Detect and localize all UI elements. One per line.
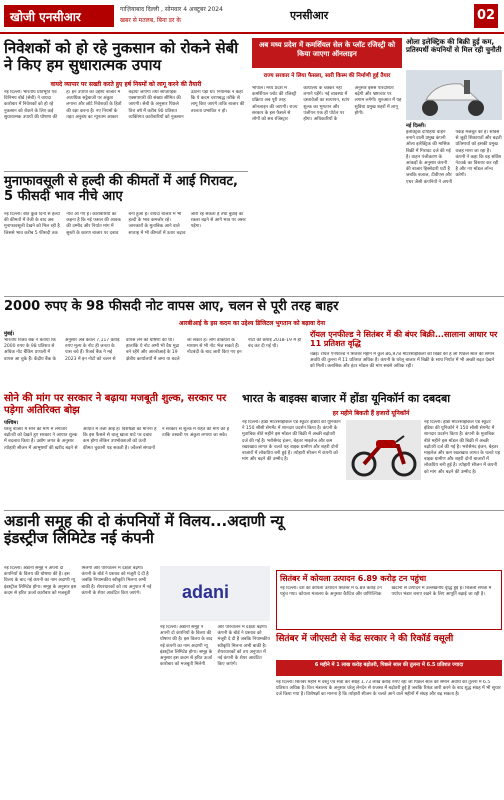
story6-headline: अडानी समूह की दो कंपनियों में विलय...अदाणी न्यू इंडस्ट्रीज लिमिटेड नई कंपनी xyxy=(4,512,284,548)
divider xyxy=(4,171,248,172)
edition-tagline: खबर से मतलब, बिना डर के xyxy=(120,17,181,24)
story8-headline: ओला इलेक्ट्रिक की बिक्री हुई कम, प्रतिस्पर्धी कंपनियों से मिल रही चुनौती xyxy=(406,38,502,55)
masthead xyxy=(0,0,504,34)
story7-body: भोपाल। मध्य प्रदेश में कमर्शियल प्लॉट की रजिस्ट्री प्रक्रिया अब पूरी तरह ऑनलाइन की जाएगी। राज्य सरकार के इस फैसले से लोगों को सब रजिस्ट्रार कार्यालय के चक्कर नहीं लगाने पड़ेंगे। नई व्यवस्था में दस्तावेजों का सत्यापन, स्टांप शुल्क का भुगतान और पंजीयन एक ही पोर्टल पर होगा। अधिकारियों के अनुसार इससे पारदर्शिता बढ़ेगी और भ्रष्टाचार पर लगाम लगेगी। शुरुआत में यह सुविधा प्रमुख शहरों में लागू होगी। xyxy=(252,86,402,123)
scooter-photo xyxy=(406,70,502,120)
story8-body: इलेक्ट्रिक दोपहिया वाहन बनाने वाली प्रमुख कंपनी ओला इलेक्ट्रिक की मासिक बिक्री में गिरावट दर्ज की गई है। वाहन पंजीकरण के आंकड़ों के अनुसार कंपनी की बाजार हिस्सेदारी घटी है जबकि बजाज, टीवीएस और एथर जैसी कंपनियों ने अपनी पकड़ मजबूत की है। सर्विस से जुड़ी शिकायतों और बढ़ती प्रतिस्पर्धा को इसकी प्रमुख वजह माना जा रहा है। कंपनी ने कहा कि वह सर्विस नेटवर्क का विस्तार कर रही है और नए मॉडल लॉन्च करेगी। xyxy=(406,130,502,185)
story4-dateline: पश्चिम। xyxy=(4,420,19,426)
divider xyxy=(4,510,504,511)
story3-headline: 2000 रुपए के 98 फीसदी नोट वापस आए, चलन से पूरी तरह बाहर xyxy=(4,299,339,314)
story11-headline: सितंबर में कोयला उत्पादन 6.89 करोड़ टन पहुंचा xyxy=(280,574,427,583)
edition-date: गाज़ियाबाद दिल्ली , सोमवार 4 अक्टूबर 2024 xyxy=(120,6,223,13)
story8-dateline: नई दिल्ली। xyxy=(406,123,426,129)
story2-body: नई दिल्ली। बीते कुछ दिनों से हल्दी की कीमतों में तेजी के बाद अब मुनाफावसूली देखने को मिल रही है जिससे भाव करीब 5 फीसदी तक नीचे आ गए हैं। कारोबारियों का कहना है कि नई फसल की आवक की उम्मीद और निर्यात मांग में सुस्ती के कारण बाजार पर दबाव बना हुआ है। वायदा बाजार में भी हल्दी के भाव कमजोर रहे। जानकारों के मुताबिक आने वाले सप्ताह में भी कीमतों में उतार चढ़ाव जारी रह सकता है तथा बुवाई का रकबा बढ़ने से आगे भाव पर असर पड़ेगा। xyxy=(4,212,246,236)
story6-body: नई दिल्ली। अडानी समूह ने अपनी दो कंपनियों के विलय की घोषणा की है। इस विलय के बाद नई कंपनी का नाम अदाणी न्यू इंडस्ट्रीज लिमिटेड होगा। समूह के अनुसार इस कदम से हरित ऊर्जा कारोबार को मजबूती मिलेगी और परिचालन में दक्षता बढ़ेगी। कंपनी के बोर्ड ने प्रस्ताव को मंजूरी दे दी है जबकि नियामकीय स्वीकृति मिलना अभी बाकी है। शेयरधारकों को तय अनुपात में नई कंपनी के शेयर आवंटित किए जाएंगे। xyxy=(4,566,152,596)
story2-headline: मुनाफावसूली से हल्दी की कीमतों में आई गिरावट, 5 फीसदी भाव नीचे आए xyxy=(4,174,238,204)
page-number: 02 xyxy=(474,4,498,28)
story3-body: भारतीय रिजर्व बैंक ने बताया कि 2000 रुपए के 98 प्रतिशत से अधिक नोट बैंकिंग प्रणाली में वापस आ चुके हैं। केंद्रीय बैंक के अनुसार अब केवल 7,117 करोड़ रुपए मूल्य के नोट ही जनता के पास बचे हैं। रिजर्व बैंक ने मई 2023 में इन नोटों को चलन से वापस लेने की घोषणा की थी। हालांकि ये नोट अभी भी वैध मुद्रा बने रहेंगे और आरबीआई के 19 क्षेत्रीय कार्यालयों में जमा या बदले जा सकते हैं। लोग डाकघरों के माध्यम से भी नोट भेज सकते हैं। नोटबंदी के बाद जारी किए गए इन नोटों की छपाई 2018-19 में ही बंद कर दी गई थी। xyxy=(4,338,302,362)
story9-body: चेन्नई। रॉयल एनफील्ड ने सितंबर महीने में कुल 86,978 मोटरसाइकिलों की बिक्री की है जो पिछले साल की समान अवधि की तुलना में 11 प्रतिशत अधिक है। कंपनी के घरेलू बाजार में बिक्री के साथ निर्यात में भी अच्छी बढ़त देखने को मिली। क्लासिक और हंटर मॉडल की मांग सबसे अधिक रही। xyxy=(310,352,495,370)
story9-headline: रॉयल एनफील्ड ने सितंबर में की बंपर बिक्री...सालाना आधार पर 11 प्रतिशत वृद्धि xyxy=(310,330,498,349)
story4-headline: सोने की मांग पर सरकार ने बढ़ाया मजबूती शुल्क, सरकार पर पड़ेगा अतिरिक्त बोझ xyxy=(4,393,227,416)
edition-info xyxy=(120,5,300,24)
story12-headline: सितंबर में जीएसटी से केंद्र सरकार ने की रिकॉर्ड वसूली xyxy=(276,634,454,644)
story12-subhead: 6 महीने में 1 लाख करोड़ बढ़ोतरी, पिछले साल की तुलना में 6.5 प्रतिशत ज्यादा xyxy=(276,660,502,676)
story1-subhead: वायदे व्यापार पर सख्ती करते हुए हर्ष नियमों को लागू करने की तैयारी xyxy=(50,81,202,88)
story5-body: नई दिल्ली। होंडा मोटरसाइकिल एंड स्कूटर इंडिया की यूनिकॉर्न ने 150 सीसी सेगमेंट में शानदार प्रदर्शन किया है। कंपनी के मुताबिक बीते महीने इस मॉडल की बिक्री में अच्छी बढ़ोतरी दर्ज की गई है। भरोसेमंद इंजन, बेहतर माइलेज और कम रखरखाव लागत के चलते यह बाइक ग्रामीण और शहरी दोनों बाजारों में लोकप्रिय बनी हुई है। त्योहारी सीजन में कंपनी को मांग और बढ़ने की उम्मीद है। xyxy=(242,420,341,463)
story3-subhead: आरबीआई के इस कदम का उद्देश्य डिजिटल भुगतान को बढ़ावा देना xyxy=(178,320,326,327)
section-name: एनसीआर xyxy=(290,9,329,22)
story7-banner: अब मध्य प्रदेश में कमर्शियल सेल के प्लॉट रजिस्ट्री को किया जाएगा ऑनलाइन xyxy=(252,38,402,68)
adani-logo-photo xyxy=(160,566,270,621)
story3-dateline: मुंबई। xyxy=(4,331,15,337)
story7-subhead: राज्य सरकार ने लिया फैसला, सारी किस्म की निर्माणी हुई तैयार xyxy=(263,73,391,79)
story1-headline: निवेशकों को हो रहे नुकसान को रोकने सेबी ने किए हम सुधारात्मक उपाय xyxy=(4,39,239,75)
story5-headline: भारत के बाइक्स बाजार में होंडा यूनिकॉर्न का दबदबा xyxy=(242,392,451,405)
divider xyxy=(4,296,504,297)
story11-body: नई दिल्ली। देश का कोयला उत्पादन सितंबर में 6.89 करोड़ टन पहुंच गया। कोयला मंत्रालय के अनुसार कैप्टिव और वाणिज्यिक खदानों से उत्पादन में उल्लेखनीय वृद्धि हुई है। बिजली संयंत्रों में पर्याप्त भंडार बनाए रखने के लिए आपूर्ति बढ़ाई जा रही है। xyxy=(280,586,492,598)
story5-body-cont: नई दिल्ली। होंडा मोटरसाइकिल एंड स्कूटर इंडिया की यूनिकॉर्न ने 150 सीसी सेगमेंट में शानदार प्रदर्शन किया है। कंपनी के मुताबिक बीते महीने इस मॉडल की बिक्री में अच्छी बढ़ोतरी दर्ज की गई है। भरोसेमंद इंजन, बेहतर माइलेज और कम रखरखाव लागत के चलते यह बाइक ग्रामीण और शहरी दोनों बाजारों में लोकप्रिय बनी हुई है। त्योहारी सीजन में कंपनी को मांग और बढ़ने की उम्मीद है। xyxy=(424,420,500,475)
brand-name: खोजी एनसीआर xyxy=(4,5,114,27)
story6-body-cont: नई दिल्ली। अडानी समूह ने अपनी दो कंपनियों के विलय की घोषणा की है। इस विलय के बाद नई कंपनी का नाम अदाणी न्यू इंडस्ट्रीज लिमिटेड होगा। समूह के अनुसार इस कदम से हरित ऊर्जा कारोबार को मजबूती मिलेगी और परिचालन में दक्षता बढ़ेगी। कंपनी के बोर्ड ने प्रस्ताव को मंजूरी दे दी है जबकि नियामकीय स्वीकृति मिलना अभी बाकी है। शेयरधारकों को तय अनुपात में नई कंपनी के शेयर आवंटित किए जाएंगे। xyxy=(160,625,270,668)
story4-body: घरेलू बाजार में सोने की मांग में लगातार बढ़ोतरी को देखते हुए सरकार ने आयात शुल्क में बदलाव किया है। उद्योग जगत के अनुसार त्योहारी सीजन में आभूषणों की खरीद बढ़ने से आयात में तेजी आई है। विशेषज्ञों का मानना है कि इस फैसले से चालू खाता घाटे पर दबाव कम होगा लेकिन उपभोक्ताओं को ऊंची कीमत चुकानी पड़ सकती है। ज्वैलर्स संगठनों ने सरकार से शुल्क में राहत की मांग की है ताकि तस्करी पर अंकुश लगाया जा सके। xyxy=(4,427,229,451)
story5-subhead: हर महीने बिकती हैं हजारों यूनिकॉर्न xyxy=(332,410,410,417)
story12-body: नई दिल्ली। सितंबर महीने में वस्तु एवं सेवा कर संग्रह 1.73 लाख करोड़ रुपए रहा जो पिछले साल की समान अवधि की तुलना में 6.5 प्रतिशत अधिक है। वित्त मंत्रालय के अनुसार घरेलू लेनदेन से राजस्व में बढ़ोतरी हुई है जबकि रिफंड जारी करने के बाद शुद्ध संग्रह में भी सुधार दर्ज किया गया है। विशेषज्ञों का मानना है कि त्योहारी सीजन के चलते आने वाले महीनों में संग्रह और बढ़ सकता है। xyxy=(276,680,501,698)
story1-body: नई दिल्ली। भारतीय प्रतिभूति एवं विनिमय बोर्ड (सेबी) ने वायदा कारोबार में निवेशकों को हो रहे नुकसान को रोकने के लिए कई सुधारात्मक उपायों की घोषणा की है। इन उपायों का उद्देश्य बाजार में अत्यधिक सट्टेबाजी पर अंकुश लगाना और छोटे निवेशकों के हितों की रक्षा करना है। नए नियमों के तहत अनुबंध का न्यूनतम आकार बढ़ाया जाएगा तथा साप्ताहिक एक्सपायरी की संख्या सीमित की जाएगी। सेबी के अनुसार पिछले वित्त वर्ष में करीब 90 प्रतिशत व्यक्तिगत कारोबारियों को नुकसान उठाना पड़ा था। नियामक ने कहा कि ये कदम चरणबद्ध तरीके से लागू किए जाएंगे ताकि बाजार की तरलता प्रभावित न हो। xyxy=(4,90,245,120)
motorcycle-photo xyxy=(346,420,421,480)
adani-logo: adani xyxy=(182,582,230,602)
